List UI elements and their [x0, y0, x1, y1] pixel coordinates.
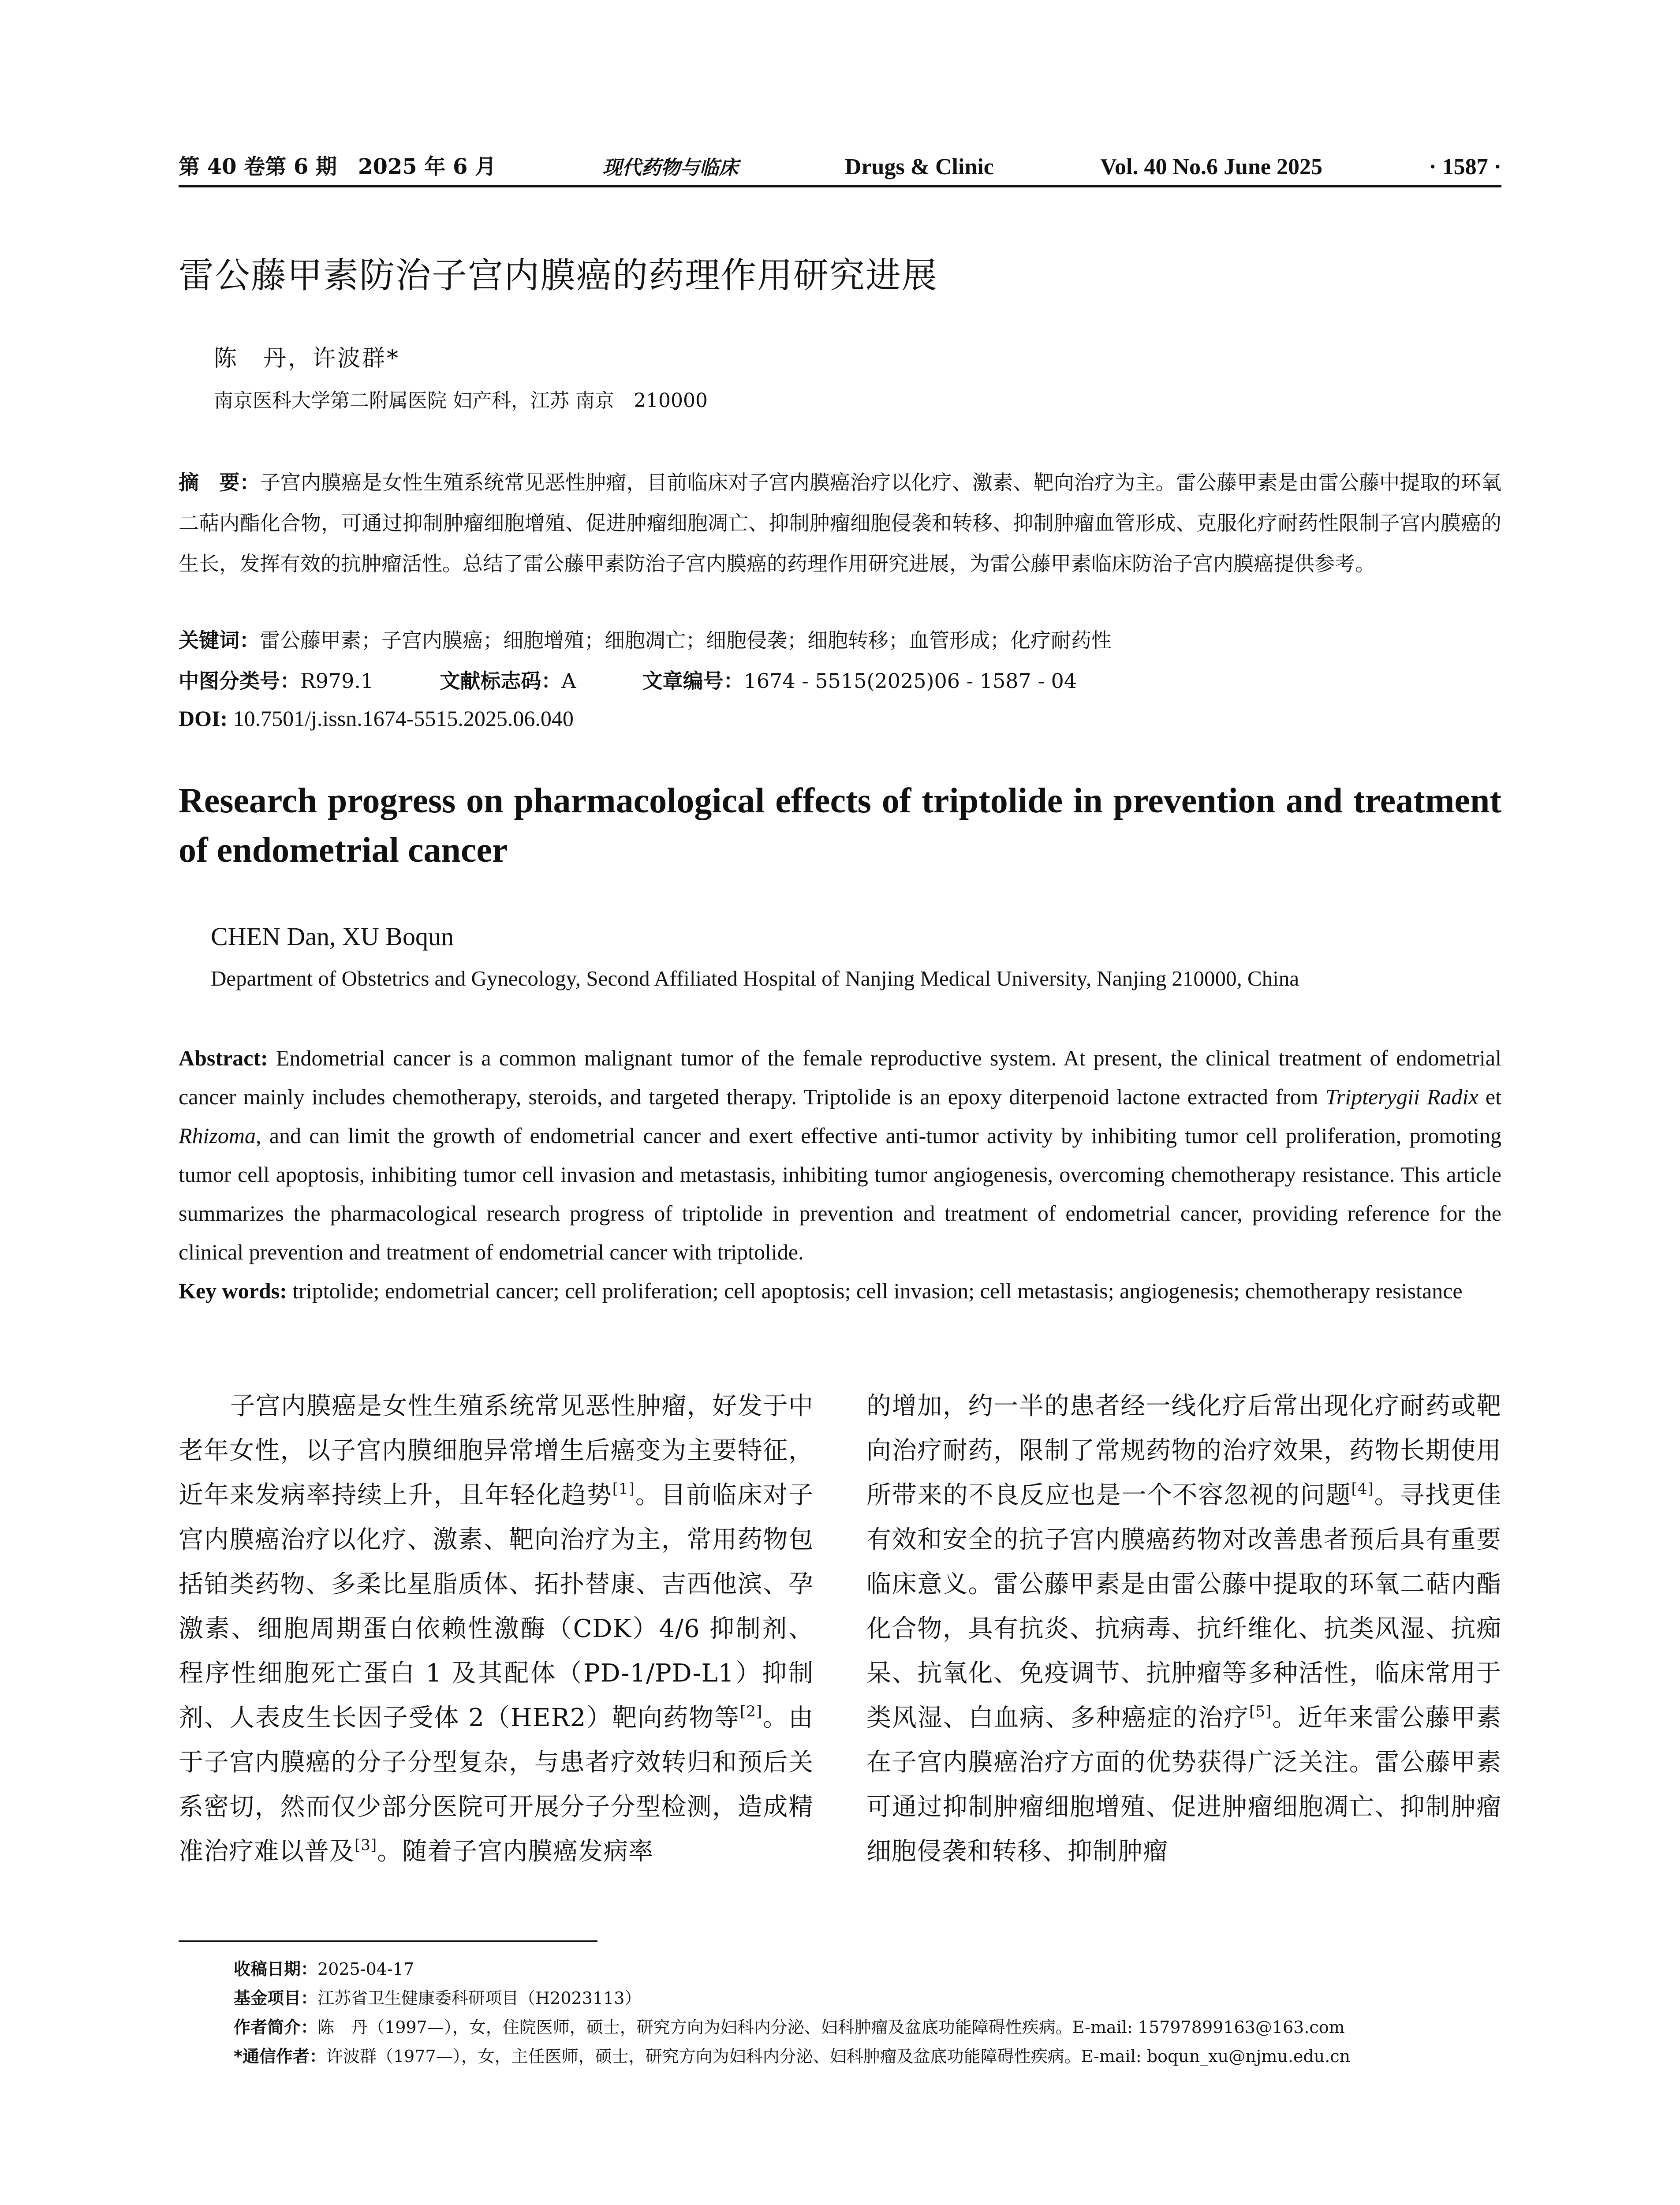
article-no-label: 文章编号：	[642, 669, 744, 693]
authors-cn: 陈 丹，许波群*	[214, 345, 400, 372]
footnote-text: 许波群（1977—），女，主任医师，硕士，研究方向为妇科内分泌、妇科肿瘤及盆底功能障碍性疾病。E-mail: boqun_xu@njmu.edu.cn	[326, 2047, 1351, 2066]
body-text: 。寻找更佳有效和安全的抗子宫内膜癌药物对改善患者预后具有重要临床意义。雷公藤甲素是由雷公藤中提取的环氧二萜内酯化合物，具有抗炎、抗病毒、抗纤维化、抗类风湿、抗痴呆、抗氧化、免疫调节、抗肿瘤等多种活性，临床常用于类风湿、白血病、多种癌症的治疗	[866, 1481, 1502, 1732]
citation-ref[interactable]: [5]	[1249, 1703, 1272, 1720]
keywords-cn	[179, 624, 1112, 654]
abstract-en-label: Abstract:	[179, 1046, 268, 1070]
doi-label: DOI:	[179, 706, 228, 731]
footnote-label: 基金项目：	[234, 1988, 318, 2008]
abstract-en-italic2: Rhizoma	[179, 1123, 256, 1148]
body-text: 。随着子宫内膜癌发病率	[377, 1837, 654, 1866]
citation-ref[interactable]: [1]	[612, 1480, 635, 1498]
abstract-en	[179, 1039, 1501, 1271]
abstract-en-part1: Endometrial cancer is a common malignant tumor of the female reproductive system. At present, the clinical treatment of endometrial cancer mainly includes chemotherapy, steroids, and targeted therapy. Triptolide is an epoxy diterpenoid lactone extracted from	[179, 1046, 1501, 1109]
doi-value[interactable]: 10.7501/j.issn.1674-5515.2025.06.040	[228, 706, 574, 731]
abstract-cn	[179, 462, 1501, 584]
abstract-en-et: et	[1478, 1084, 1502, 1109]
footnote-label: *通信作者：	[234, 2047, 326, 2066]
keywords-en	[179, 1271, 1501, 1310]
abstract-cn-text: 子宫内膜癌是女性生殖系统常见恶性肿瘤，目前临床对子宫内膜癌治疗以化疗、激素、靶向治疗为主。雷公藤甲素是由雷公藤中提取的环氧二萜内酯化合物，可通过抑制肿瘤细胞增殖、促进肿瘤细胞凋亡、抑制肿瘤细胞侵袭和转移、抑制肿瘤血管形成、克服化疗耐药性限制子宫内膜癌的生长，发挥有效的抗肿瘤活性。总结了雷公藤甲素防治子宫内膜癌的药理作用研究进展，为雷公藤甲素临床防治子宫内膜癌提供参考。	[179, 471, 1501, 576]
citation-ref[interactable]: [4]	[1351, 1480, 1374, 1498]
journal-name-en: Drugs & Clinic	[844, 154, 994, 179]
title-cn: 雷公藤甲素防治子宫内膜癌的药理作用研究进展	[179, 255, 938, 296]
page-number: · 1587 ·	[1429, 154, 1501, 179]
abstract-en-italic1: Tripterygii Radix	[1325, 1084, 1478, 1109]
footnote-label: 收稿日期：	[234, 1959, 318, 1979]
issue-en: Vol. 40 No.6 June 2025	[1100, 154, 1322, 179]
doc-code-label: 文献标志码：	[440, 669, 562, 693]
journal-name-cn: 现代药物与临床	[602, 157, 739, 179]
abstract-en-part2: , and can limit the growth of endometrial cancer and exert effective anti-tumor activity by inhibiting tumor cell proliferation, promoting tumor cell apoptosis, inhibiting tumor cell invasion and metastasis, inhibiting tumor angiogenesis, overcoming chemotherapy resistance. This article summarizes the pharmacological research progress of triptolide in prevention and treatment of endometrial cancer, providing reference for the clinical prevention and treatment of endometrial cancer with triptolide.	[179, 1123, 1501, 1264]
citation-ref[interactable]: [3]	[355, 1836, 377, 1854]
classification-line	[179, 665, 1077, 694]
footnote-author	[234, 2013, 1512, 2042]
body-text: 。目前临床对子宫内膜癌治疗以化疗、激素、靶向治疗为主，常用药物包括铂类药物、多柔比星脂质体、拓扑替康、吉西他滨、孕激素、细胞周期蛋白依赖性激酶（CDK）4/6 抑制剂、程序性细胞死亡蛋白 1 及其配体（PD-1/PD-L1）抑制剂、人表皮生长因子受体 2（HER2）靶向药物等	[179, 1481, 814, 1732]
title-en: Research progress on pharmacological effects of triptolide in prevention and treatment of endometrial cancer	[179, 781, 1501, 870]
footnote-text: 陈 丹（1997—），女，住院医师，硕士，研究方向为妇科内分泌、妇科肿瘤及盆底功能障碍性疾病。E-mail: 15797899163@163.com	[317, 2018, 1345, 2037]
footnote-text: 江苏省卫生健康委科研项目（H2023113）	[317, 1988, 642, 2008]
authors-en: CHEN Dan, XU Boqun	[211, 922, 454, 951]
footnote-text: 2025-04-17	[317, 1959, 414, 1979]
footnote-divider	[179, 1940, 597, 1942]
footnotes	[234, 1955, 1512, 2071]
keywords-cn-label: 关键词：	[179, 628, 260, 652]
doc-code-value: A	[561, 669, 576, 693]
doi-line	[179, 706, 574, 731]
keywords-en-label: Key words:	[179, 1278, 287, 1303]
article-no-value: 1674 - 5515(2025)06 - 1587 - 04	[743, 669, 1077, 693]
issue-cn: 第 40 卷第 6 期 2025 年 6 月	[179, 154, 497, 179]
footnote-fund	[234, 1984, 1512, 2013]
abstract-cn-label: 摘 要：	[179, 471, 260, 494]
body-column-right	[866, 1384, 1501, 1874]
footnote-corresponding	[234, 2042, 1512, 2071]
keywords-en-text: triptolide; endometrial cancer; cell proliferation; cell apoptosis; cell invasion; cell metastasis; angiogenesis; chemotherapy resistance	[287, 1278, 1463, 1303]
body-text: 的增加，约一半的患者经一线化疗后常出现化疗耐药或靶向治疗耐药，限制了常规药物的治疗效果，药物长期使用所带来的不良反应也是一个不容忽视的问题	[866, 1392, 1501, 1510]
clc-label: 中图分类号：	[179, 669, 300, 693]
clc-value: R979.1	[300, 669, 374, 693]
body-text: 。近年来雷公藤甲素在子宫内膜癌治疗方面的优势获得广泛关注。雷公藤甲素可通过抑制肿瘤细胞增殖、促进肿瘤细胞凋亡、抑制肿瘤细胞侵袭和转移、抑制肿瘤	[866, 1704, 1502, 1866]
body-column-left	[179, 1384, 814, 1874]
affiliation-en: Department of Obstetrics and Gynecology, Second Affiliated Hospital of Nanjing Medical University, Nanjing 210000, China	[211, 966, 1299, 990]
body-text: 。由于子宫内膜癌的分子分型复杂，与患者疗效转归和预后关系密切，然而仅少部分医院可开展分子分型检测，造成精准治疗难以普及	[179, 1704, 814, 1866]
running-header	[179, 142, 1501, 187]
footnote-label: 作者简介：	[234, 2018, 318, 2037]
body-text: 子宫内膜癌是女性生殖系统常见恶性肿瘤，好发于中老年女性，以子宫内膜细胞异常增生后癌变为主要特征，近年来发病率持续上升，且年轻化趋势	[179, 1392, 814, 1510]
keywords-cn-text: 雷公藤甲素；子宫内膜癌；细胞增殖；细胞凋亡；细胞侵袭；细胞转移；血管形成；化疗耐药性	[260, 628, 1112, 652]
footnote-received	[234, 1955, 1512, 1984]
affiliation-cn: 南京医科大学第二附属医院 妇产科，江苏 南京 210000	[214, 389, 708, 412]
citation-ref[interactable]: [2]	[739, 1703, 763, 1720]
